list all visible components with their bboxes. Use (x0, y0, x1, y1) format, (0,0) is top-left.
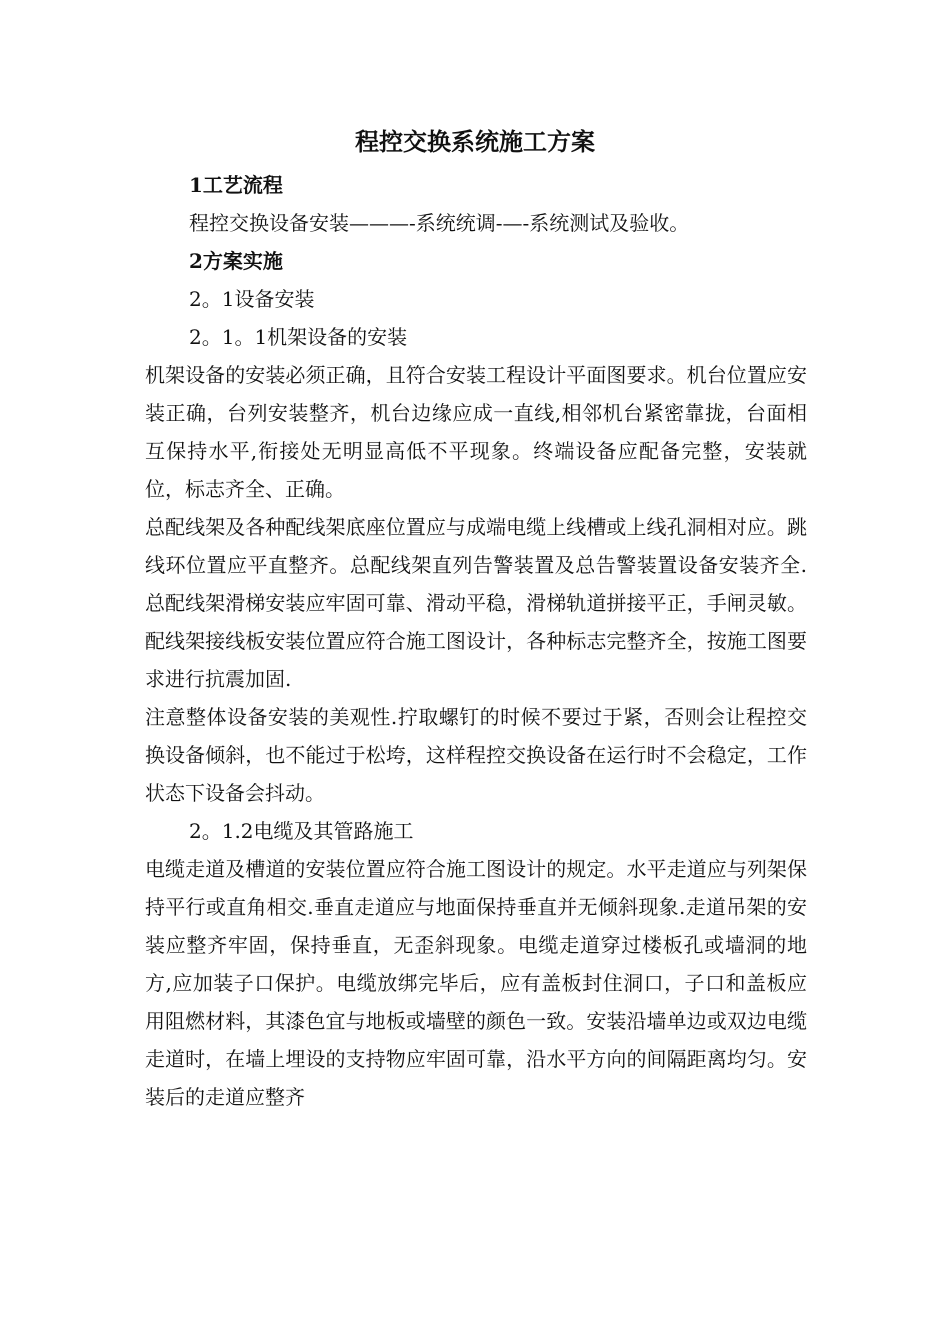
document-body (145, 166, 807, 1116)
paragraph-rack-requirements: 机架设备的安装必须正确，且符合安装工程设计平面图要求。机台位置应安装正确，台列安装整齐，机台边缘应成一直线,相邻机台紧密靠拢，台面相互保持水平,衔接处无明显高低不平现象。终端设备应配备完整，安装就位，标志齐全、正确。 (145, 363, 807, 501)
section-cable-routing: 2。1.2电缆及其管路施工 (189, 819, 414, 843)
paragraph-installation-notes: 注意整体设备安装的美观性.拧取螺钉的时候不要过于紧，否则会让程控交换设备倾斜，也不能过于松垮，这样程控交换设备在运行时不会稳定，工作状态下设备会抖动。 (145, 705, 807, 805)
heading-process-flow: 1工艺流程 (189, 173, 283, 197)
document-title: 程控交换系统施工方案 (355, 127, 595, 156)
process-flow-text: 程控交换设备安装———-系统统调-—-系统测试及验收。 (189, 211, 690, 235)
heading-implementation: 2方案实施 (189, 249, 283, 273)
paragraph-cable-trays: 电缆走道及槽道的安装位置应符合施工图设计的规定。水平走道应与列架保持平行或直角相交.垂直走道应与地面保持垂直并无倾斜现象.走道吊架的安装应整齐牢固，保持垂直，无歪斜现象。电缆走道穿过楼板孔或墙洞的地方,应加装子口保护。电缆放绑完毕后，应有盖板封住洞口，子口和盖板应用阻燃材料，其漆色宜与地板或墙壁的颜色一致。安装沿墙单边或双边电缆走道时，在墙上埋设的支持物应牢固可靠，沿水平方向的间隔距离均匀。安装后的走道应整齐 (145, 857, 807, 1109)
section-rack-installation: 2。1。1机架设备的安装 (189, 325, 408, 349)
section-equipment-installation: 2。1设备安装 (189, 287, 315, 311)
paragraph-distribution-frame: 总配线架及各种配线架底座位置应与成端电缆上线槽或上线孔洞相对应。跳线环位置应平直整齐。总配线架直列告警装置及总告警装置设备安装齐全.总配线架滑梯安装应牢固可靠、滑动平稳，滑梯轨道拼接平正，手闸灵敏。配线架接线板安装位置应符合施工图设计，各种标志完整齐全，按施工图要求进行抗震加固. (145, 515, 807, 691)
